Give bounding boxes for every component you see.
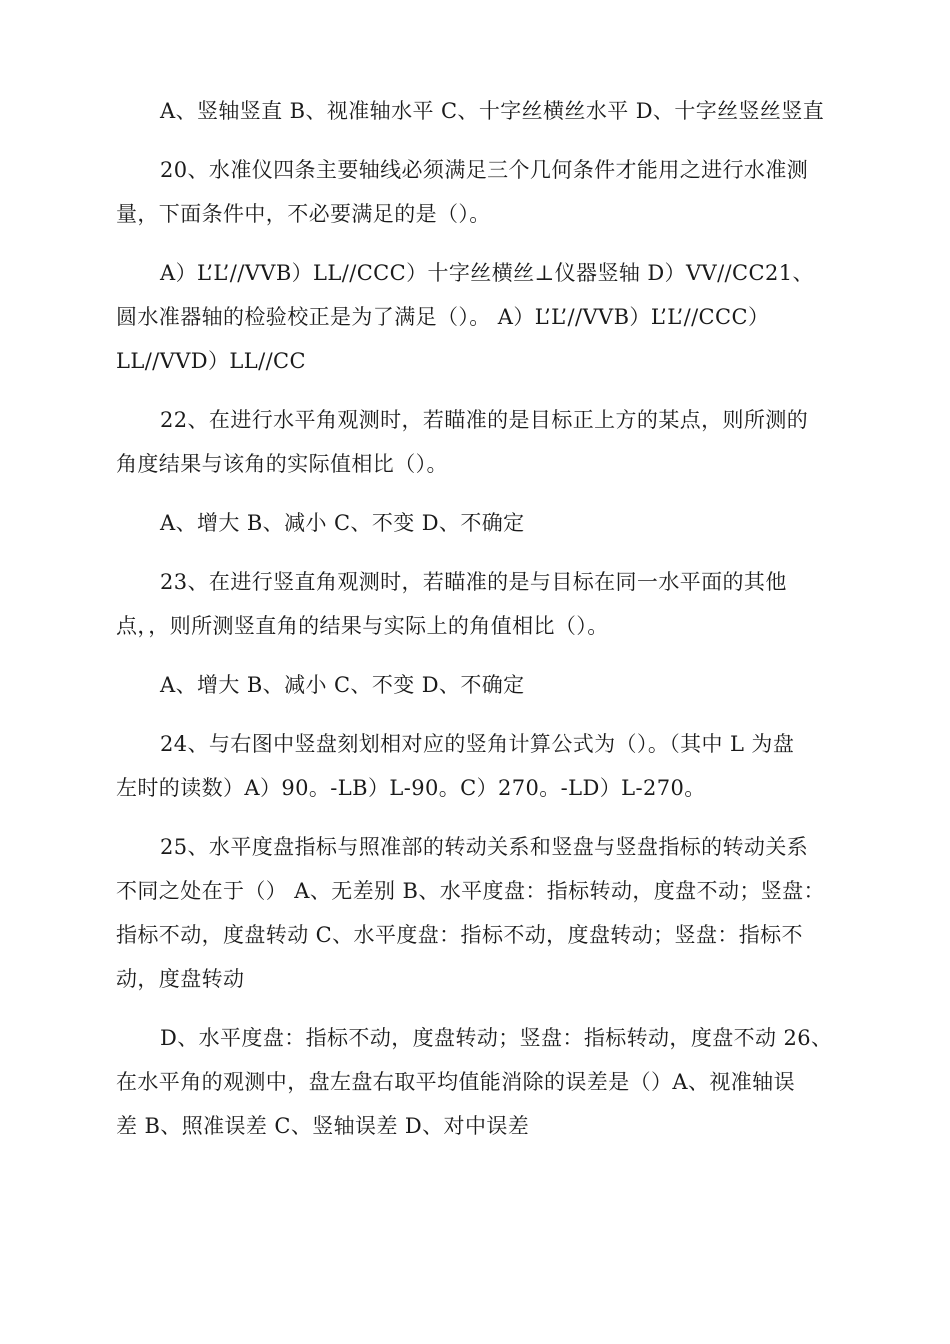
q20-text-line-2: 量，下面条件中，不必要满足的是（）。 bbox=[116, 202, 491, 226]
q26-text-line-1: 在水平角的观测中，盘左盘右取平均值能消除的误差是（）A、视准轴误 bbox=[116, 1070, 795, 1094]
q24-text-line-2: 左时的读数）A）90。-LB）L-90。C）270。-LD）L-270。 bbox=[116, 776, 706, 800]
q21-text-line-2: LL//VVD）LL//CC bbox=[116, 349, 306, 373]
q25-text-line-4: 动，度盘转动 bbox=[116, 967, 245, 991]
q25-text-line-2: 不同之处在于（） A、无差别 B、水平度盘：指标转动，度盘不动；竖盘： bbox=[116, 879, 825, 903]
q22-options: A、增大 B、减小 C、不变 D、不确定 bbox=[160, 511, 525, 535]
q20-text-line-1: 20、水准仪四条主要轴线必须满足三个几何条件才能用之进行水准测 bbox=[160, 158, 809, 182]
q25-option-d: D、水平度盘：指标不动，度盘转动；竖盘：指标转动，度盘不动 26、 bbox=[160, 1026, 833, 1050]
q25-text-line-1: 25、水平度盘指标与照准部的转动关系和竖盘与竖盘指标的转动关系 bbox=[160, 835, 809, 859]
q22-text-line-2: 角度结果与该角的实际值相比（）。 bbox=[116, 452, 448, 476]
q19-options: A、竖轴竖直 B、视准轴水平 C、十字丝横丝水平 D、十字丝竖丝竖直 bbox=[160, 99, 825, 123]
q23-options: A、增大 B、减小 C、不变 D、不确定 bbox=[160, 673, 525, 697]
q25-text-line-3: 指标不动，度盘转动 C、水平度盘：指标不动，度盘转动；竖盘：指标不 bbox=[116, 923, 803, 947]
q24-text-line-1: 24、与右图中竖盘刻划相对应的竖角计算公式为（）。（其中 L 为盘 bbox=[160, 732, 795, 756]
q26-text-line-2: 差 B、照准误差 C、竖轴误差 D、对中误差 bbox=[116, 1114, 530, 1138]
q22-text-line-1: 22、在进行水平角观测时，若瞄准的是目标正上方的某点，则所测的 bbox=[160, 408, 809, 432]
q20-options-line-1: A）L’L’//VVB）LL//CCC）十字丝横丝⊥仪器竖轴 D）VV//CC21、 bbox=[160, 261, 814, 285]
q21-text-line-1: 圆水准器轴的检验校正是为了满足（）。 A）L’L’//VVB）L’L’//CCC） bbox=[116, 305, 770, 329]
q23-text-line-2: 点，，则所测竖直角的结果与实际上的角值相比（）。 bbox=[116, 614, 609, 638]
q23-text-line-1: 23、在进行竖直角观测时，若瞄准的是与目标在同一水平面的其他 bbox=[160, 570, 787, 594]
